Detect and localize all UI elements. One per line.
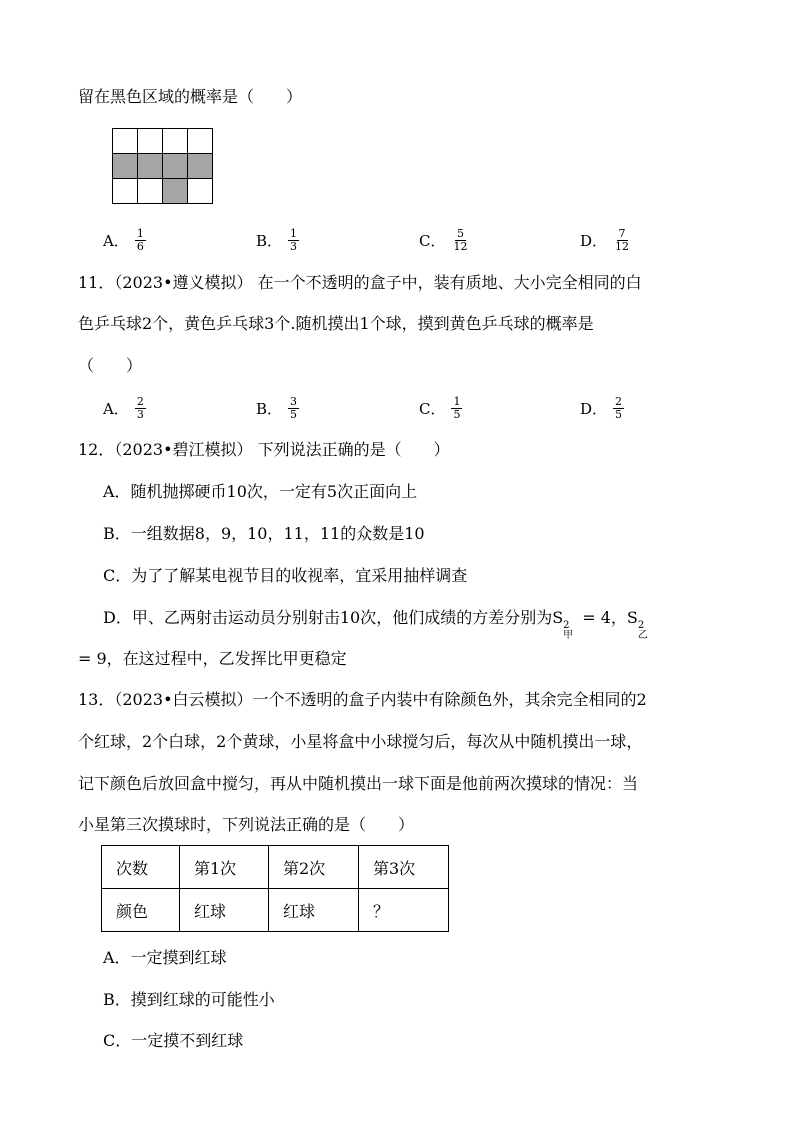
grid-cell-dark — [137, 153, 163, 179]
q12-option-a: A．随机抛掷硬币10次，一定有5次正面向上 — [103, 482, 418, 501]
q11-option-d — [580, 396, 624, 421]
option-letter: C． — [419, 231, 446, 250]
denominator: 5 — [453, 408, 461, 421]
denominator: 3 — [290, 240, 298, 253]
q12-option-d-line2: = 9，在这过程中，乙发挥比甲更稳定 — [78, 649, 347, 668]
q10-option-d — [580, 228, 631, 253]
q11-stem-line2: 色乒乓球2个，黄色乒乓球3个.随机摸出1个球，摸到黄色乒乓球的概率是 — [78, 314, 594, 333]
q13-option-c: C．一定摸不到红球 — [103, 1031, 244, 1050]
option-text: = 4，S — [577, 608, 638, 627]
q10-option-a — [103, 228, 146, 253]
fraction — [135, 396, 146, 421]
fraction — [451, 228, 469, 253]
table-row — [102, 889, 449, 932]
grid-cell-white — [162, 128, 188, 154]
q12-option-b: B．一组数据8，9，10，11，11的众数是10 — [103, 524, 425, 543]
numerator: 7 — [618, 227, 626, 240]
numerator: 3 — [290, 395, 298, 408]
option-letter: D． — [580, 399, 608, 418]
grid-cell-white — [187, 178, 213, 204]
table-cell: 第2次 — [269, 846, 359, 889]
denominator: 3 — [136, 408, 144, 421]
grid-cell-white — [112, 128, 138, 154]
grid-cell-white — [137, 178, 163, 204]
table-cell: 红球 — [269, 889, 359, 932]
numerator: 2 — [615, 395, 623, 408]
option-letter: A． — [103, 399, 129, 418]
denominator: 12 — [615, 240, 630, 253]
q13-option-a: A．一定摸到红球 — [103, 948, 227, 967]
q13-stem-line1: 13．（2023•白云模拟）一个不透明的盒子内装中有除颜色外，其余完全相同的2 — [78, 690, 647, 709]
option-letter: A． — [103, 231, 129, 250]
q10-option-c — [419, 228, 469, 253]
q11-stem-line1: 11．（2023•遵义模拟） 在一个不透明的盒子中，装有质地、大小完全相同的白 — [78, 273, 642, 292]
fraction — [613, 396, 624, 421]
option-letter: D． — [580, 231, 608, 250]
option-text: D．甲、乙两射击运动员分别射击10次，他们成绩的方差分别为S — [103, 608, 564, 627]
numerator: 1 — [453, 395, 461, 408]
table-cell: ？ — [359, 889, 449, 932]
denominator: 5 — [290, 408, 298, 421]
square: 2 — [563, 620, 570, 631]
fraction — [451, 396, 462, 421]
q11-option-a — [103, 396, 146, 421]
fraction — [613, 228, 631, 253]
q13-stem-line2: 个红球，2个白球，2个黄球，小星将盒中小球搅匀后，每次从中随机摸出一球， — [78, 732, 643, 751]
q12-stem: 12．（2023•碧江模拟） 下列说法正确的是（ ） — [78, 440, 450, 459]
q11-stem-line3: （ ） — [78, 356, 143, 375]
grid-cell-white — [112, 178, 138, 204]
option-letter: C． — [419, 399, 446, 418]
grid-cell-dark — [162, 178, 188, 204]
numerator: 1 — [290, 227, 298, 240]
option-letter: B． — [256, 231, 283, 250]
grid-cell-dark — [112, 153, 138, 179]
fraction — [288, 228, 299, 253]
q10-grid-figure — [112, 128, 212, 203]
table-row — [102, 846, 449, 889]
grid-cell-dark — [187, 153, 213, 179]
grid-cell-dark — [162, 153, 188, 179]
square: 2 — [637, 620, 645, 631]
fraction — [288, 396, 299, 421]
q11-option-b — [256, 396, 299, 421]
q13-stem-line4: 小星第三次摸球时，下列说法正确的是（ ） — [78, 815, 415, 834]
q10-option-b — [256, 228, 299, 253]
fraction — [135, 228, 146, 253]
table-cell: 第3次 — [359, 846, 449, 889]
denominator: 12 — [453, 240, 468, 253]
table-cell: 次数 — [102, 846, 180, 889]
q13-table — [101, 845, 449, 932]
table-cell: 颜色 — [102, 889, 180, 932]
option-letter: B． — [256, 399, 283, 418]
grid-cell-white — [137, 128, 163, 154]
q12-option-d-line1 — [103, 607, 652, 641]
numerator: 2 — [136, 395, 144, 408]
sub-yi: 乙 — [637, 630, 648, 641]
numerator: 5 — [456, 227, 464, 240]
numerator: 1 — [136, 227, 144, 240]
sub-jia: 甲 — [563, 630, 574, 641]
q10-stem: 留在黑色区域的概率是（ ） — [78, 87, 303, 106]
table-cell: 红球 — [180, 889, 269, 932]
q13-stem-line3: 记下颜色后放回盒中搅匀，再从中随机摸出一球下面是他前两次摸球的情况：当 — [78, 774, 639, 793]
q12-option-c: C．为了了解某电视节目的收视率，宜采用抽样调查 — [103, 566, 468, 585]
denominator: 5 — [615, 408, 623, 421]
grid-cell-white — [187, 128, 213, 154]
table-cell: 第1次 — [180, 846, 269, 889]
q13-option-b: B．摸到红球的可能性小 — [103, 990, 275, 1009]
denominator: 6 — [136, 240, 144, 253]
q11-option-c — [419, 396, 462, 421]
